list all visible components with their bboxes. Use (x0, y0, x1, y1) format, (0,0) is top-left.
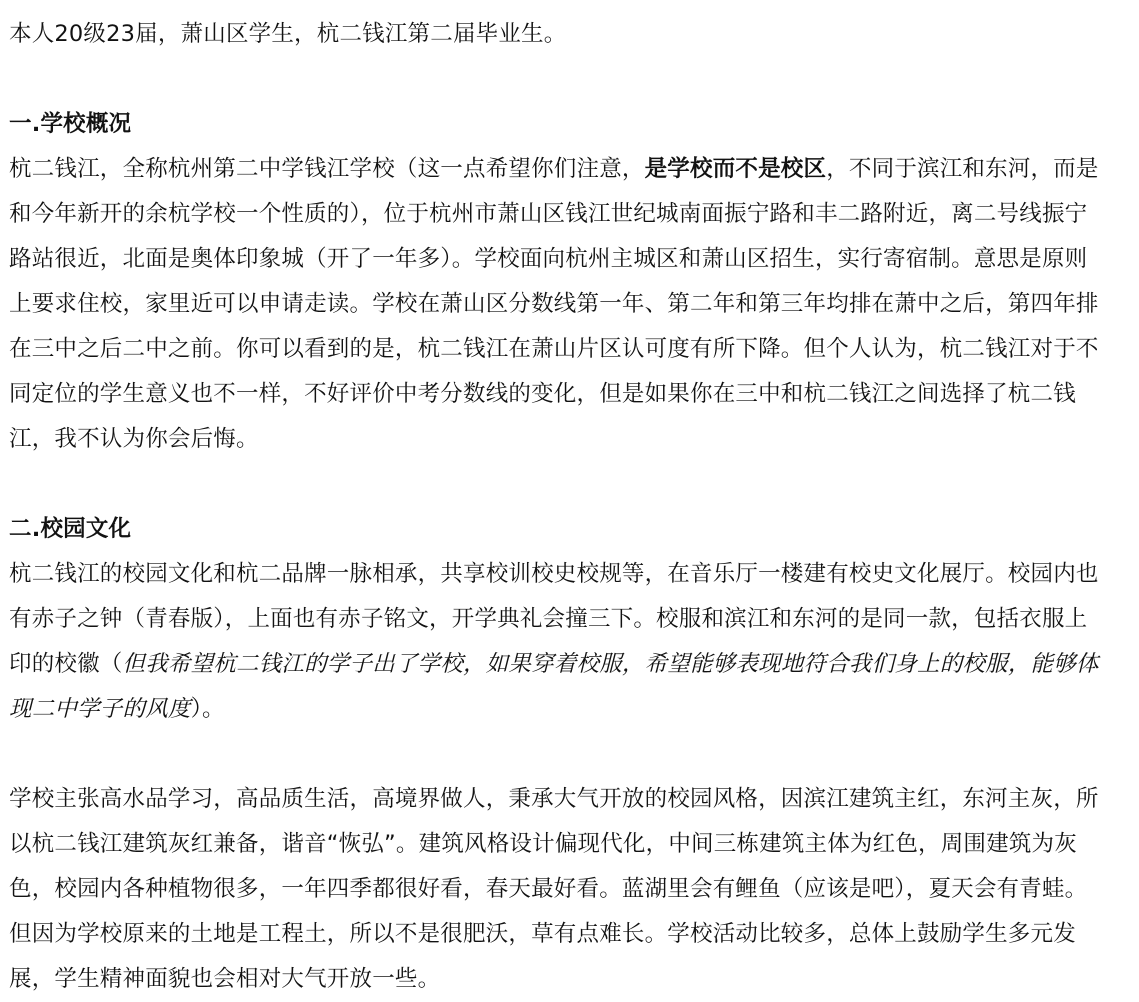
culture-paragraph-1 (9, 552, 1101, 732)
overview-emphasis: 是学校而不是校区 (644, 156, 827, 182)
culture-paragraph-2: 学校主张高水品学习，高品质生活，高境界做人，秉承大气开放的校园风格，因滨江建筑主红，东河主灰，所以杭二钱江建筑灰红兼备，谐音“恢弘”。建筑风格设计偏现代化，中间三栋建筑主体为红色，周围建筑为灰色，校园内各种植物很多，一年四季都很好看，春天最好看。蓝湖里会有鲤鱼（应该是吧），夏天会有青蛙。但因为学校原来的土地是工程土，所以不是很肥沃，草有点难长。学校活动比较多，总体上鼓励学生多元发展，学生精神面貌也会相对大气开放一些。 (9, 786, 1099, 992)
culture-text-part1: 杭二钱江的校园文化和杭二品牌一脉相承，共享校训校史校规等，在音乐厅一楼建有校史文化展厅。校园内也有赤子之钟（青春版），上面也有赤子铭文，开学典礼会撞三下。校服和滨江和东河的是同一款，包括衣服上印的校徽（ (9, 561, 1099, 677)
section-heading-overview: 一.学校概况 (9, 111, 132, 137)
culture-italic-note: 但我希望杭二钱江的学子出了学校，如果穿着校服，希望能够表现地符合我们身上的校服，能够体现二中学子的风度 (9, 651, 1099, 722)
culture-text-part2: ）。 (190, 696, 225, 722)
overview-text-part1: 杭二钱江，全称杭州第二中学钱江学校（这一点希望你们注意， (9, 156, 645, 182)
overview-paragraph (9, 147, 1101, 462)
spacer (9, 732, 1101, 777)
section-heading-culture: 二.校园文化 (9, 516, 132, 542)
overview-text-part2: ，不同于滨江和东河，而是和今年新开的余杭学校一个性质的），位于杭州市萧山区钱江世纪城南面振宁路和丰二路附近，离二号线振宁路站很近，北面是奥体印象城（开了一年多）。学校面向杭州主城区和萧山区招生，实行寄宿制。意思是原则上要求住校，家里近可以申请走读。学校在萧山区分数线第一年、第二年和第三年均排在萧中之后，第四年排在三中之后二中之前。你可以看到的是，杭二钱江在萧山片区认可度有所下降。但个人认为，杭二钱江对于不同定位的学生意义也不一样，不好评价中考分数线的变化，但是如果你在三中和杭二钱江之间选择了杭二钱江，我不认为你会后悔。 (9, 156, 1099, 452)
spacer (9, 57, 1101, 102)
spacer (9, 462, 1101, 507)
intro-paragraph: 本人20级23届，萧山区学生，杭二钱江第二届毕业生。 (9, 21, 567, 47)
